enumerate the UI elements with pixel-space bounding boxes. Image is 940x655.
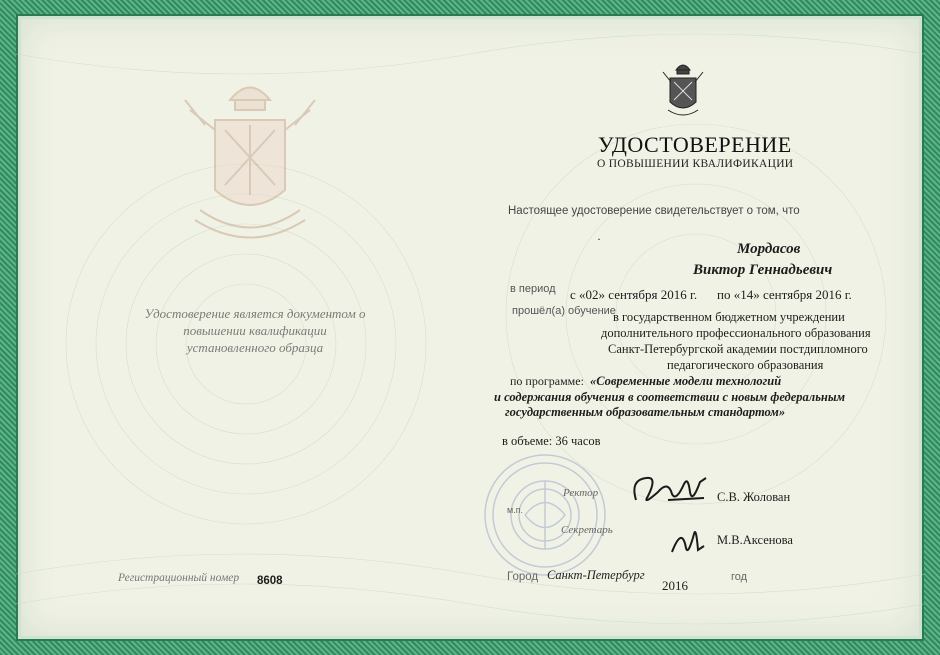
city-label: Город xyxy=(507,571,539,583)
program-line: государственным образовательным стандартом» xyxy=(505,405,786,419)
document-subtitle: О ПОВЫШЕНИИ КВАЛИФИКАЦИИ xyxy=(597,158,794,170)
marker-dot: · xyxy=(597,232,601,246)
program-label: по программе: xyxy=(510,374,584,388)
studied-label: прошёл(а) обучение xyxy=(512,305,616,317)
period-label: в период xyxy=(510,283,556,295)
rector-signature xyxy=(628,470,710,512)
registration-label: Регистрационный номер xyxy=(118,572,240,584)
institution-line: Санкт-Петербургской академии постдипломного xyxy=(608,342,868,356)
period-to-date: по «14» сентября 2016 г. xyxy=(717,287,852,302)
validity-note: Удостоверение является документом о повышении квалификации установленного образца xyxy=(144,306,366,355)
stamp-label: м.п. xyxy=(507,505,524,515)
year-value: 2016 xyxy=(662,578,688,593)
year-label: год xyxy=(731,571,748,583)
intro-text: Настоящее удостоверение свидетельствует о том, что xyxy=(508,205,800,217)
document-title: УДОСТОВЕРЕНИЕ xyxy=(598,132,792,157)
registration-number: 8608 xyxy=(257,575,283,587)
city-value: Санкт-Петербург xyxy=(547,568,645,582)
rector-name: С.В. Жолован xyxy=(717,490,791,504)
holder-given-names: Виктор Геннадьевич xyxy=(693,262,833,278)
institution-line: дополнительного профессионального образования xyxy=(601,326,871,340)
institution-line: педагогического образования xyxy=(667,358,824,372)
program-line: и содержания обучения в соответствии с новым федеральным xyxy=(494,390,846,404)
official-seal xyxy=(480,450,610,580)
st-petersburg-emblem-small xyxy=(660,58,706,122)
secretary-signature xyxy=(668,520,708,560)
program-line: «Современные модели технологий xyxy=(590,374,782,388)
secretary-name: М.В.Аксенова xyxy=(717,533,793,547)
period-from-date: с «02» сентября 2016 г. xyxy=(570,287,698,302)
institution-line: в государственном бюджетном учреждении xyxy=(613,310,845,324)
rector-label: Ректор xyxy=(563,487,599,499)
course-volume: в объеме: 36 часов xyxy=(502,434,601,448)
st-petersburg-emblem xyxy=(175,70,325,245)
holder-surname: Мордасов xyxy=(737,241,801,257)
secretary-label: Секретарь xyxy=(561,524,613,536)
